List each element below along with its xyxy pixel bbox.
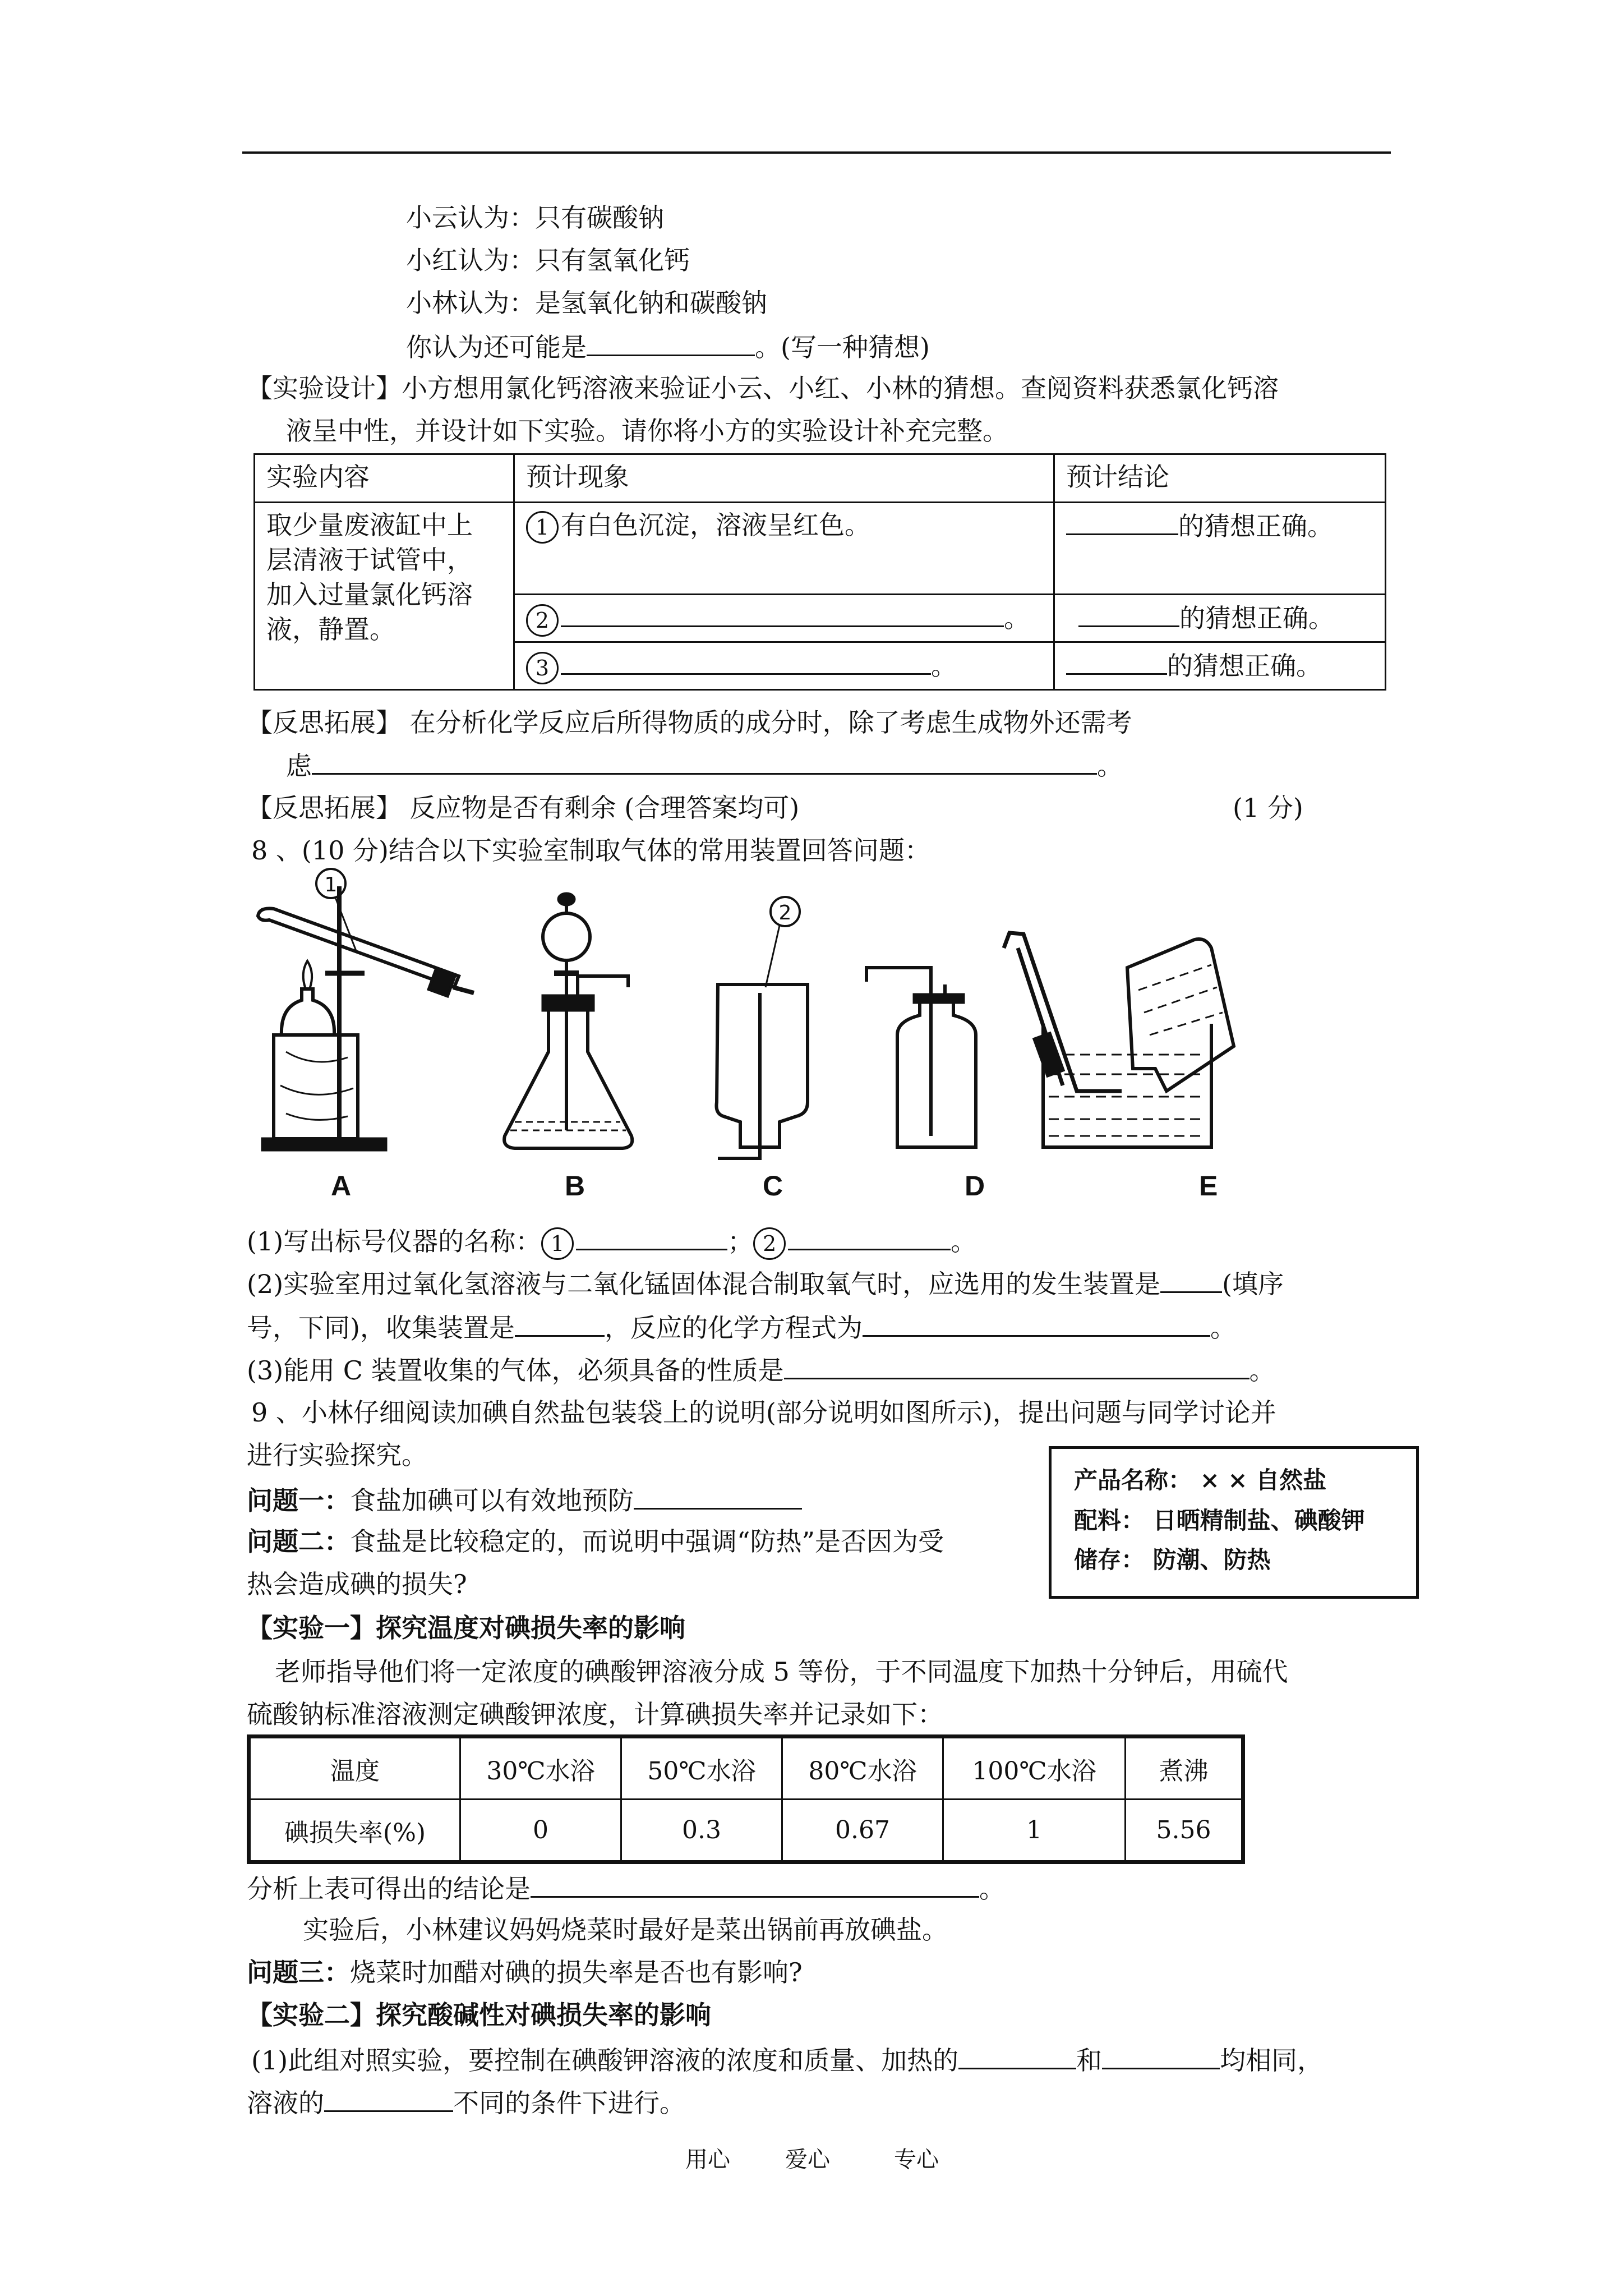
table-cell: 0.67 [782, 1800, 943, 1862]
exp1-advice: 实验后，小林建议妈妈烧菜时最好是菜出锅前再放碘盐。 [303, 1915, 948, 1945]
footer-word: 用心 [685, 2147, 730, 2173]
q8-part2-line1 [247, 1266, 1284, 1301]
table-header: 50℃水浴 [621, 1737, 782, 1800]
salt-storage: 储存： 防潮、防热 [1074, 1546, 1271, 1573]
exp1-text-1: 老师指导他们将一定浓度的碘酸钾溶液分成 5 等份，于不同温度下加热十分钟后，用硫代 [275, 1657, 1288, 1687]
table-header: 80℃水浴 [782, 1737, 943, 1800]
q8-part2-text: 号，下同)，收集装置是 [247, 1313, 515, 1343]
footer-word: 爱心 [785, 2147, 830, 2173]
separator: ； [727, 1226, 754, 1257]
guess-yours-label: 你认为还可能是 [406, 332, 587, 362]
q8-part2-text: (2)实验室用过氧化氢溶液与二氧化锰固体混合制取氧气时，应选用的发生装置是 [247, 1269, 1161, 1299]
answer-blank[interactable] [1066, 508, 1178, 535]
guess-xiaoyun: 小云认为：只有碳酸钠 [406, 203, 664, 233]
exp2-part1-line2 [247, 2085, 685, 2120]
question-label: 问题三： [247, 1957, 350, 1987]
salt-ingredients: 配料： 日晒精制盐、碘酸钾 [1074, 1507, 1365, 1534]
answer-blank[interactable] [576, 1223, 727, 1250]
design-conclusion-2 [1054, 595, 1386, 642]
instrument-mark-2: 2 [778, 901, 792, 924]
guess-yours [406, 329, 930, 364]
q8-part1-end: 。 [951, 1226, 977, 1257]
table-header: 100℃水浴 [943, 1737, 1126, 1800]
figure-label-b: B [565, 1170, 585, 1202]
conclusion-end: 。 [979, 1874, 1005, 1904]
design-header-content: 实验内容 [255, 454, 514, 503]
conclusion-text: 的猜想正确。 [1179, 603, 1334, 633]
circled-number: 2 [753, 1227, 786, 1260]
design-phenomenon-1 [514, 503, 1054, 595]
salt-label-box [1049, 1446, 1419, 1599]
iodine-loss-table [247, 1734, 1245, 1864]
design-conclusion-3 [1054, 642, 1386, 690]
exp1-conclusion [247, 1870, 1005, 1906]
guess-xiaolin: 小林认为：是氢氧化钠和碳酸钠 [406, 288, 767, 318]
reflect-question-2 [286, 747, 1123, 783]
q8-title: 8 、(10 分)结合以下实验室制取气体的常用装置回答问题： [251, 835, 930, 866]
answer-blank[interactable] [634, 1482, 802, 1510]
circled-number: 1 [541, 1227, 574, 1260]
exp2-text: 和 [1076, 2045, 1103, 2076]
apparatus-b [504, 894, 632, 1148]
conclusion-label: 分析上表可得出的结论是 [247, 1874, 531, 1904]
apparatus-a [258, 869, 474, 1150]
conclusion-text: 的猜想正确。 [1178, 511, 1333, 541]
design-content-line: 加入过量氯化钙溶 [266, 579, 473, 610]
conclusion-text: 的猜想正确。 [1167, 651, 1322, 681]
reflect-question-start: 虑 [286, 751, 312, 781]
question-label: 问题一： [247, 1485, 350, 1516]
q8-part2-text: (填序 [1222, 1269, 1284, 1299]
q9-question-1 [247, 1482, 802, 1517]
exp1-title: 【实验一】探究温度对碘损失率的影响 [247, 1613, 685, 1643]
design-text-1: 【实验设计】小方想用氯化钙溶液来验证小云、小红、小林的猜想。查阅资料获悉氯化钙溶 [247, 373, 1279, 403]
q9-question-2-cont: 热会造成碘的损失? [247, 1569, 467, 1599]
q9-question-3 [247, 1955, 803, 1989]
figure-label-c: C [763, 1170, 783, 1202]
table-cell: 1 [943, 1800, 1126, 1862]
table-header: 30℃水浴 [460, 1737, 621, 1800]
circled-number: 2 [526, 604, 559, 637]
figure-label-d: D [965, 1170, 985, 1202]
apparatus-e [1004, 933, 1234, 1147]
phenomenon-end: 。 [931, 651, 957, 681]
reflect-answer: 【反思拓展】 反应物是否有剩余 (合理答案均可) [247, 793, 800, 823]
footer-word: 专心 [894, 2147, 939, 2173]
q8-part3-text: (3)能用 C 装置收集的气体，必须具备的性质是 [247, 1355, 784, 1386]
exp2-text: 溶液的 [247, 2088, 324, 2118]
circled-number: 1 [526, 511, 559, 544]
answer-blank[interactable] [958, 2042, 1076, 2069]
answer-blank[interactable] [587, 329, 755, 356]
answer-blank[interactable] [312, 747, 1097, 775]
design-content-line: 液，静置。 [266, 614, 395, 645]
table-header: 温度 [249, 1737, 460, 1800]
design-conclusion-1 [1054, 503, 1386, 595]
guess-yours-hint: 。(写一种猜想) [755, 332, 930, 362]
design-header-phenomenon: 预计现象 [514, 454, 1054, 503]
salt-product-name: 产品名称： × × 自然盐 [1074, 1466, 1327, 1494]
answer-blank[interactable] [531, 1870, 979, 1898]
apparatus-c [717, 897, 808, 1158]
phenomenon-end: 。 [1004, 603, 1030, 633]
exp1-text-2: 硫酸钠标准溶液测定碘酸钾浓度，计算碘损失率并记录如下： [247, 1699, 943, 1729]
apparatus-figure [247, 867, 1357, 1214]
q8-part1 [247, 1223, 976, 1260]
design-phenomenon-3 [514, 642, 1054, 690]
apparatus-d [866, 968, 976, 1147]
exp2-text: 不同的条件下进行。 [453, 2088, 685, 2118]
answer-blank[interactable] [1102, 2042, 1220, 2069]
design-content-line: 层清液于试管中， [266, 545, 473, 575]
q8-part3-end: 。 [1249, 1355, 1275, 1386]
exp2-text: 均相同， [1220, 2045, 1324, 2076]
answer-blank[interactable] [561, 600, 1004, 627]
answer-blank[interactable] [561, 647, 931, 675]
question-label: 问题二： [247, 1526, 350, 1557]
question-text: 食盐是比较稳定的，而说明中强调“防热”是否因为受 [350, 1526, 944, 1557]
table-cell: 0.3 [621, 1800, 782, 1862]
answer-blank[interactable] [1078, 600, 1179, 627]
q8-part1-label: (1)写出标号仪器的名称： [247, 1226, 542, 1257]
q9-question-2 [247, 1525, 944, 1558]
question-text: 烧菜时加醋对碘的损失率是否也有影响? [350, 1957, 803, 1987]
q9-intro-2: 进行实验探究。 [247, 1440, 427, 1470]
table-row-label: 碘损失率(%) [249, 1800, 460, 1862]
design-table [253, 453, 1386, 691]
reflect-score: (1 分) [1233, 793, 1303, 823]
question-text: 食盐加碘可以有效地预防 [350, 1485, 634, 1516]
exp2-part1-line1 [251, 2042, 1323, 2077]
figure-label-a: A [331, 1170, 352, 1202]
guess-xiaohong: 小红认为：只有氢氧化钙 [406, 245, 690, 275]
answer-blank[interactable] [788, 1223, 951, 1250]
q9-intro-1: 9 、小林仔细阅读加碘自然盐包装袋上的说明(部分说明如图所示)，提出问题与同学讨论并 [251, 1397, 1276, 1428]
exp2-text: (1)此组对照实验，要控制在碘酸钾溶液的浓度和质量、加热的 [251, 2045, 959, 2076]
reflect-question-1: 【反思拓展】 在分析化学反应后所得物质的成分时，除了考虑生成物外还需考 [247, 707, 1132, 738]
q8-part2-text: ，反应的化学方程式为 [604, 1313, 863, 1343]
design-text-2: 液呈中性，并设计如下实验。请你将小方的实验设计补充完整。 [286, 416, 1008, 446]
design-content-cell [255, 503, 514, 690]
q8-part3 [247, 1352, 1275, 1387]
circled-number: 3 [526, 652, 559, 684]
answer-blank[interactable] [863, 1309, 1210, 1337]
design-phenomenon-2 [514, 595, 1054, 642]
answer-blank[interactable] [784, 1352, 1249, 1379]
q8-part2-line2 [247, 1309, 1236, 1345]
figure-label-e: E [1199, 1170, 1218, 1202]
exp2-title: 【实验二】探究酸碱性对碘损失率的影响 [247, 2000, 711, 2030]
table-cell: 0 [460, 1800, 621, 1862]
reflect-question-end: 。 [1097, 751, 1123, 781]
answer-blank[interactable] [515, 1309, 605, 1337]
instrument-mark-1: 1 [324, 873, 338, 896]
q8-part2-end: 。 [1210, 1313, 1236, 1343]
answer-blank[interactable] [1066, 647, 1167, 675]
design-header-conclusion: 预计结论 [1054, 454, 1386, 503]
header-rule [242, 151, 1391, 154]
phenomenon-text: 有白色沉淀，溶液呈红色。 [561, 510, 870, 540]
answer-blank[interactable] [324, 2085, 453, 2112]
design-content-line: 取少量废液缸中上 [266, 510, 473, 540]
table-cell: 5.56 [1126, 1800, 1243, 1862]
answer-blank[interactable] [1160, 1266, 1222, 1293]
table-header: 煮沸 [1126, 1737, 1243, 1800]
